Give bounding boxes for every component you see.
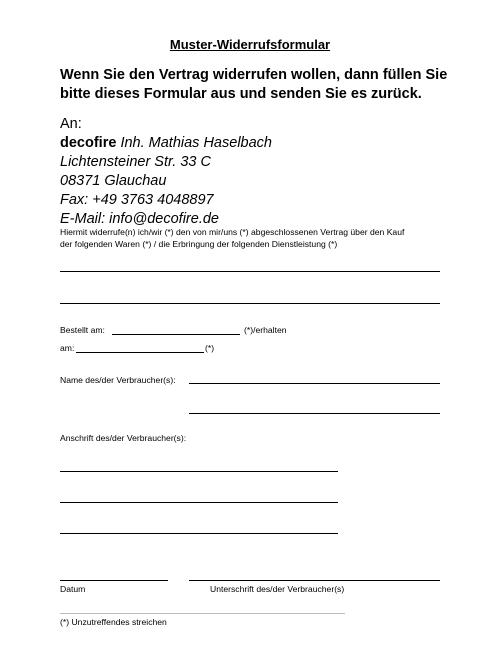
recipient-fax: Fax: +49 3763 4048897	[60, 192, 214, 208]
recipient-street: Lichtensteiner Str. 33 C	[60, 154, 211, 170]
consumer-name-label: Name des/der Verbraucher(s):	[60, 375, 176, 385]
consumer-name-line-2[interactable]	[189, 413, 440, 414]
statement-line-1: Hiermit widerrufe(n) ich/wir (*) den von mir/uns (*) abgeschlossenen Vertrag über den Kauf	[60, 227, 405, 237]
goods-line-1[interactable]	[60, 271, 440, 272]
ordered-date-line[interactable]	[112, 334, 240, 335]
headline	[60, 66, 447, 104]
headline-line-1: Wenn Sie den Vertrag widerrufen wollen, dann füllen Sie	[60, 67, 448, 83]
recipient-company-line	[60, 134, 272, 153]
received-label: (*)/erhalten	[244, 325, 287, 335]
received-date-line[interactable]	[76, 352, 204, 353]
ordered-label: Bestellt am:	[60, 325, 105, 335]
form-title: Muster-Widerrufsformular	[169, 37, 331, 52]
consumer-address-line-1[interactable]	[60, 471, 338, 472]
recipient-company: decofire	[60, 135, 117, 151]
recipient-city: 08371 Glauchau	[60, 173, 167, 189]
footnote: (*) Unzutreffendes streichen	[60, 617, 167, 627]
recipient-owner: Inh. Mathias Haselbach	[116, 135, 272, 151]
consumer-address-label: Anschrift des/der Verbraucher(s):	[60, 433, 187, 443]
recipient-email: E-Mail: info@decofire.de	[60, 211, 219, 227]
signature-label: Unterschrift des/der Verbraucher(s)	[210, 584, 345, 594]
consumer-address-line-2[interactable]	[60, 502, 338, 503]
date-label: Datum	[60, 584, 86, 594]
recipient-label: An:	[60, 116, 82, 132]
statement-line-2: der folgenden Waren (*) / die Erbringung der folgenden Dienstleistung (*)	[60, 239, 338, 249]
consumer-address-line-3[interactable]	[60, 533, 338, 534]
headline-line-2: bitte dieses Formular aus und senden Sie es zurück.	[60, 86, 422, 102]
am-label: am:	[60, 343, 75, 353]
date-line[interactable]	[60, 580, 168, 581]
am-suffix: (*)	[205, 343, 215, 353]
signature-line[interactable]	[189, 580, 440, 581]
consumer-name-line-1[interactable]	[189, 383, 440, 384]
footnote-separator	[60, 613, 345, 614]
goods-line-2[interactable]	[60, 303, 440, 304]
